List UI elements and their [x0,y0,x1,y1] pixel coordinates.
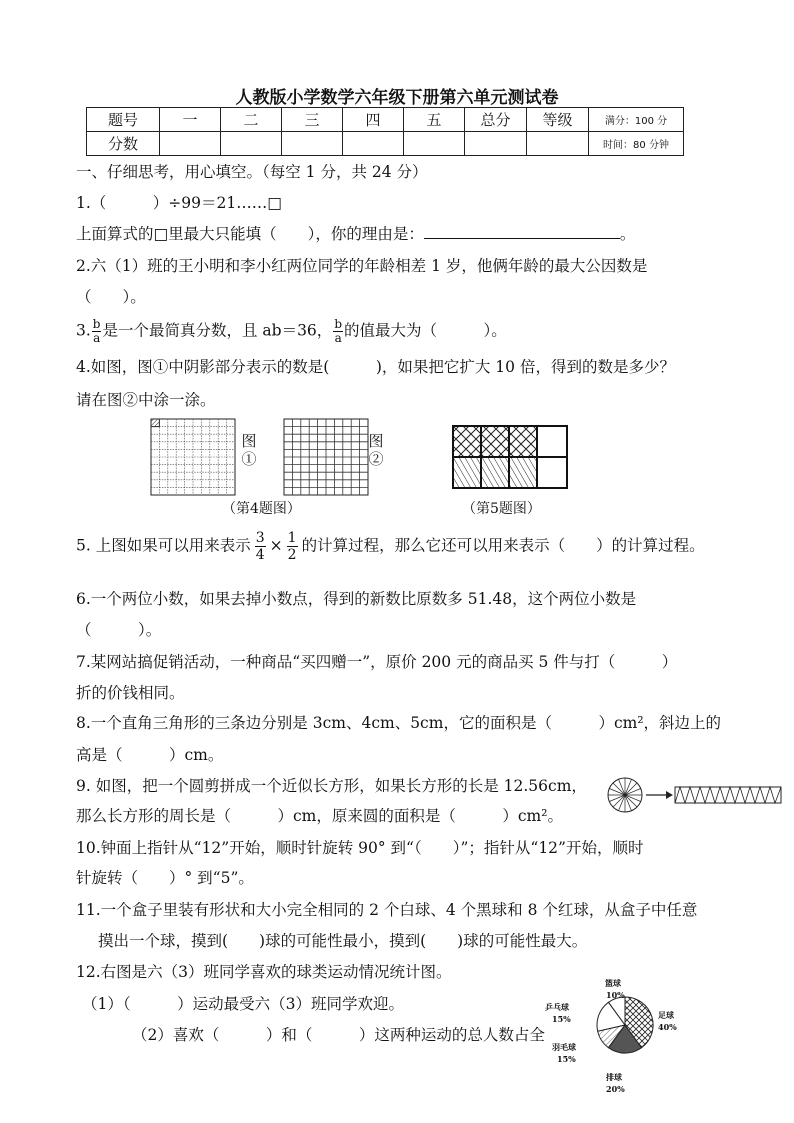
q11-line2: 摸出一个球，摸到( )球的可能性最小，摸到( )球的可能性最大。 [98,932,588,950]
q6-line2: （ ）。 [76,621,162,639]
score-cell: 等级 [527,108,589,132]
fraction-b-over-a [92,318,102,345]
pie-label-pct: 15% [552,1014,571,1024]
q1-text: 上面算式的□里最大只能填（ ），你的理由是： [76,225,424,243]
pie-label-name: 篮球 [605,978,621,988]
pie-label-name: 足球 [658,1010,674,1020]
pie-label-pct: 40% [658,1022,677,1032]
q1-line1: 1.（ ）÷99＝21……□ [76,194,282,212]
score-input-cell [343,132,404,156]
q9-line1: 9. 如图，把一个圆剪拼成一个近似长方形，如果长方形的长是 12.56cm， [76,777,587,795]
pie-label-name: 羽毛球 [552,1042,576,1052]
q12-line3: （2）喜欢（ ）和（ ）这两种运动的总人数占全 [132,1026,545,1044]
q6-line1: 6.一个两位小数，如果去掉小数点，得到的新数比原数多 51.48，这个两位小数是 [76,590,637,608]
pie-label-pct: 10% [606,990,625,1000]
figure-1-label: 图① [241,432,257,468]
score-cell: 五 [404,108,465,132]
pie [597,997,653,1053]
q11-line1: 11.一个盒子里装有形状和大小完全相同的 2 个白球、4 个黑球和 8 个红球，从盒子中任意 [76,901,698,919]
grid-figure-1 [150,418,236,496]
q7-line1: 7.某网站搞促销活动，一种商品“买四赠一”，原价 200 元的商品买 5 件与打（ ） [76,653,678,671]
q8-line2: 高是（ ）cm。 [76,746,224,764]
denominator: 4 [255,547,265,563]
score-cell: 二 [221,108,282,132]
fraction-3-4 [255,530,266,563]
figure-2-label: 图② [368,432,384,468]
score-input-cell [282,132,343,156]
q10-line1: 10.钟面上指针从“12”开始，顺时针旋转 90° 到“（ ）”；指针从“12”开始，顺时 [76,839,644,857]
shaded-square [151,419,159,427]
approximate-rectangle [675,787,781,803]
q4-line1: 4.如图，图①中阴影部分表示的数是( )，如果把它扩大 10 倍，得到的数是多少？ [76,358,675,376]
q8-line1: 8.一个直角三角形的三条边分别是 3cm、4cm、5cm，它的面积是（ ）cm²，斜边上的 [76,714,722,732]
numerator: 1 [287,530,297,546]
full-marks-cell: 满分：100 分 [589,108,684,132]
score-input-cell [465,132,527,156]
q12-line1: 12.右图是六（3）班同学喜欢的球类运动情况统计图。 [76,963,452,981]
q7-line2: 折的价钱相同。 [76,684,185,702]
time-cell: 时间：80 分钟 [589,132,684,156]
q9-line2: 那么长方形的周长是（ ）cm，原来圆的面积是（ ）cm²。 [76,807,563,825]
denominator: a [334,331,342,345]
score-input-cell [527,132,589,156]
q3-prefix: 3. [76,321,91,340]
q5-suffix: 的计算过程，那么它还可以用来表示（ ）的计算过程。 [301,536,705,555]
q12-line2: （1）（ ）运动最受六（3）班同学欢迎。 [82,995,404,1013]
answer-blank [424,224,620,239]
score-input-cell [404,132,465,156]
grid-figure-2 [283,418,369,496]
score-cell: 一 [160,108,221,132]
arrow-icon [646,791,673,799]
score-cell: 总分 [465,108,527,132]
figure-5-caption: （第5题图） [462,501,541,517]
section-heading: 一、仔细思考，用心填空。（每空 1 分，共 24 分） [76,163,428,181]
q10-line2: 针旋转（ ）° 到“5”。 [76,869,254,887]
sector-circle [608,778,642,812]
score-table [86,107,684,156]
fraction-figure-5 [451,424,569,490]
circle-to-rectangle-figure [606,775,790,815]
denominator: a [93,331,101,345]
q2-line2: （ ）。 [76,288,146,306]
numerator: b [334,317,342,331]
score-cell: 题号 [87,108,160,132]
numerator: 3 [255,530,265,546]
q5-line [76,530,705,563]
q3-line [76,318,507,345]
q4-line2: 请在图②中涂一涂。 [76,391,216,409]
pie-label-name: 排球 [606,1072,622,1082]
pie-label-pct: 20% [606,1084,625,1094]
score-input-cell [160,132,221,156]
score-cell: 三 [282,108,343,132]
q1-line2 [76,224,635,244]
q2-line1: 2.六（1）班的王小明和李小红两位同学的年龄相差 1 岁，他俩年龄的最大公因数是 [76,257,648,275]
denominator: 2 [287,547,297,563]
figure-4-caption: （第4题图） [222,501,301,517]
q3-mid: 是一个最简真分数，且 ab＝36， [102,321,333,340]
score-cell: 四 [343,108,404,132]
pie-label-pct: 15% [557,1054,576,1064]
score-input-cell [221,132,282,156]
score-table-score-row [87,132,684,156]
fraction-b-over-a [333,318,343,345]
ball-sports-pie-chart [540,975,690,1095]
q1-end: 。 [619,225,636,243]
numerator: b [92,317,101,331]
score-table-header-row [87,108,684,132]
pie-label-name: 乒乓球 [545,1002,569,1012]
page-title: 人教版小学数学六年级下册第六单元测试卷 [235,88,559,108]
times-sign: × [269,536,283,555]
fraction-1-2 [287,530,298,563]
q3-suffix: 的值最大为（ ）。 [344,321,507,340]
q5-prefix: 5. 上图如果可以用来表示 [76,536,251,555]
score-cell: 分数 [87,132,160,156]
